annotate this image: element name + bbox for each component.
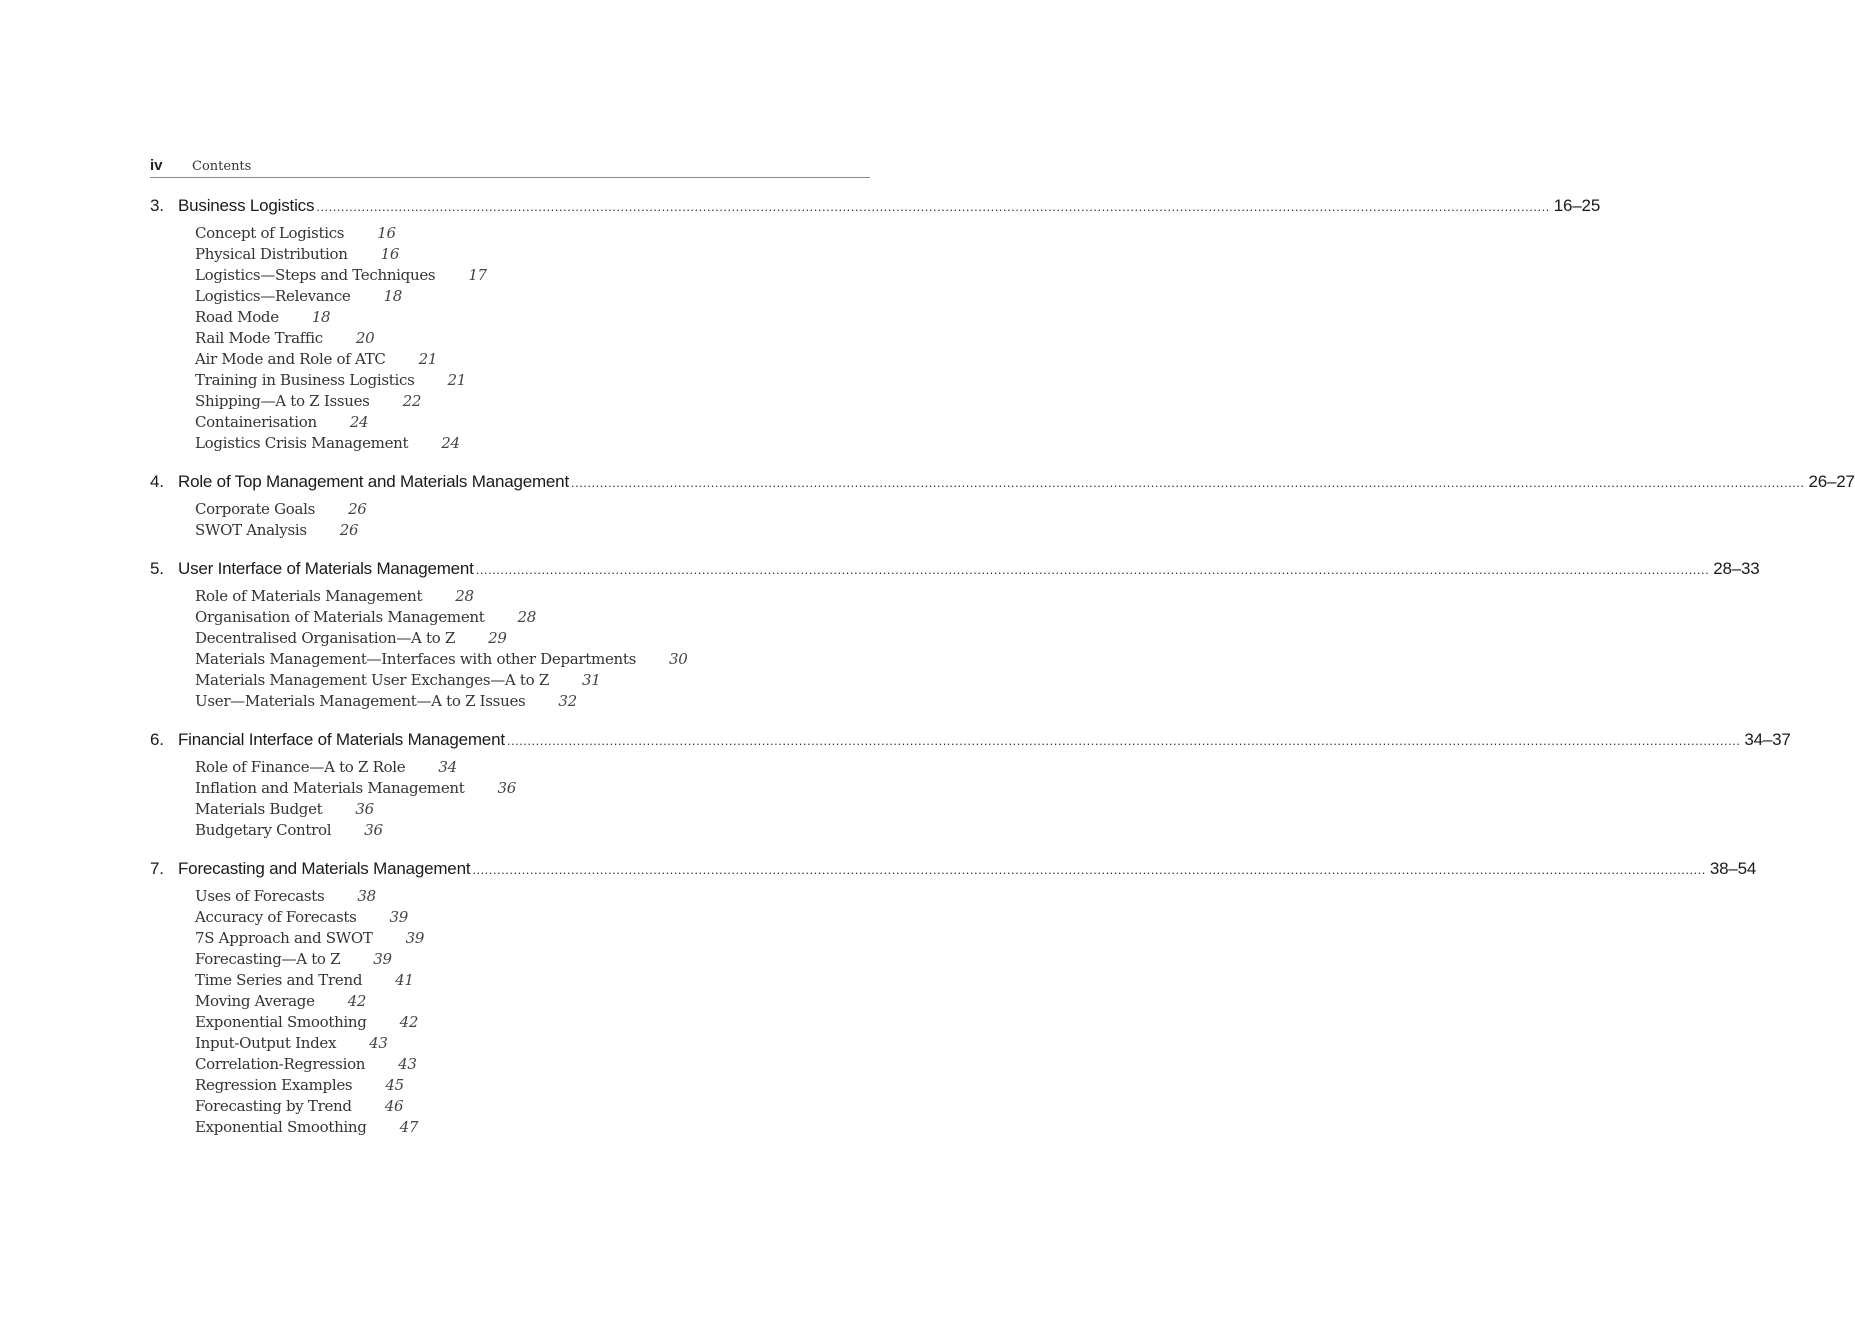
topic-entry[interactable] [195,1075,870,1096]
topic-entry[interactable] [195,1054,870,1075]
topic-page-number: 20 [355,329,375,347]
topic-page-number: 28 [517,608,537,626]
table-of-contents [150,195,1855,1138]
chapter-number: 3. [150,196,164,215]
topic-title: Decentralised Organisation—A to Z [195,629,456,647]
topic-page-number: 43 [369,1034,388,1052]
dot-leader: ............................................................................................................................................................................................................................................................................................................ [472,862,1706,877]
topic-page-number: 47 [399,1118,419,1136]
topic-page-number: 46 [384,1097,404,1115]
chapter-number: 4. [150,472,164,491]
topic-page-number: 36 [364,821,383,839]
chapter-page-range: 38–54 [1709,859,1757,878]
topic-entry[interactable] [195,391,870,412]
chapter-number: 7. [150,859,164,878]
chapter-title: Role of Top Management and Materials Management [178,472,569,491]
topic-title: Regression Examples [195,1076,353,1094]
topic-entry[interactable] [195,1096,870,1117]
topic-title: Forecasting—A to Z [195,950,341,968]
chapter-heading[interactable] [150,195,1601,217]
topic-page-number: 22 [402,392,422,410]
topic-page-number: 43 [398,1055,417,1073]
chapter-page-range: 26–27 [1808,472,1855,491]
topic-page-number: 24 [441,434,460,452]
topic-title: Materials Budget [195,800,323,818]
topic-title: User—Materials Management—A to Z Issues [195,692,526,710]
topic-page-number: 39 [373,950,392,968]
topic-entry[interactable] [195,244,870,265]
topic-title: Air Mode and Role of ATC [195,350,386,368]
topic-entry[interactable] [195,370,870,391]
topic-page-number: 36 [497,779,516,797]
topic-title: Exponential Smoothing [195,1013,367,1031]
chapter-page-range: 28–33 [1713,559,1760,578]
chapter-number: 5. [150,559,164,578]
topic-title: 7S Approach and SWOT [195,929,373,947]
topic-title: Accuracy of Forecasts [195,908,357,926]
topic-page-number: 26 [348,500,367,518]
topic-title: Inflation and Materials Management [195,779,465,797]
topic-entry[interactable] [195,1117,870,1138]
topic-title: Logistics Crisis Management [195,434,409,452]
chapter-entry [150,558,1760,712]
running-header [150,157,870,178]
topic-entry[interactable] [195,628,870,649]
chapter-entry [150,858,1757,1138]
page-number: iv [150,157,163,174]
topic-title: Role of Materials Management [195,587,423,605]
topic-title: Road Mode [195,308,279,326]
running-title: Contents [192,159,252,174]
chapter-page-range: 34–37 [1744,730,1791,749]
topic-title: Uses of Forecasts [195,887,325,905]
topic-title: Input-Output Index [195,1034,337,1052]
topic-entry[interactable] [195,520,870,541]
topic-list [150,757,870,841]
topic-page-number: 34 [438,758,457,776]
topic-page-number: 39 [389,908,409,926]
topic-page-number: 17 [468,266,487,284]
topic-page-number: 36 [355,800,374,818]
topic-title: Training in Business Logistics [195,371,415,389]
topic-page-number: 31 [581,671,601,689]
topic-page-number: 16 [377,224,396,242]
topic-list [150,886,870,1138]
topic-entry[interactable] [195,412,870,433]
chapter-entry [150,471,1855,541]
topic-page-number: 29 [488,629,507,647]
topic-entry[interactable] [195,307,870,328]
chapter-heading[interactable] [150,471,1855,493]
topic-page-number: 30 [669,650,688,668]
topic-entry[interactable] [195,649,870,670]
topic-entry[interactable] [195,820,870,841]
dot-leader: ............................................................................................................................................................................................................................................................................................................ [475,562,1710,577]
topic-entry[interactable] [195,607,870,628]
chapter-heading[interactable] [150,558,1760,580]
topic-entry[interactable] [195,328,870,349]
topic-page-number: 45 [385,1076,404,1094]
topic-entry[interactable] [195,757,870,778]
topic-page-number: 28 [455,587,474,605]
topic-title: Concept of Logistics [195,224,345,242]
topic-entry[interactable] [195,286,870,307]
topic-page-number: 26 [339,521,359,539]
topic-entry[interactable] [195,223,870,244]
topic-title: Corporate Goals [195,500,316,518]
topic-entry[interactable] [195,970,870,991]
chapter-number: 6. [150,730,164,749]
dot-leader: ............................................................................................................................................................................................................................................................................................................ [316,199,1550,214]
topic-entry[interactable] [195,691,870,712]
topic-entry[interactable] [195,265,870,286]
chapter-title: Business Logistics [178,196,315,215]
dot-leader: ............................................................................................................................................................................................................................................................................................................ [570,475,1805,490]
topic-title: Moving Average [195,992,315,1010]
topic-page-number: 39 [405,929,425,947]
topic-list [150,586,870,712]
topic-entry[interactable] [195,991,870,1012]
topic-title: Time Series and Trend [195,971,363,989]
topic-title: Organisation of Materials Management [195,608,485,626]
topic-entry[interactable] [195,1012,870,1033]
topic-title: Exponential Smoothing [195,1118,367,1136]
topic-title: Physical Distribution [195,245,348,263]
topic-page-number: 18 [311,308,331,326]
topic-entry[interactable] [195,349,870,370]
topic-entry[interactable] [195,799,870,820]
topic-title: Budgetary Control [195,821,332,839]
topic-page-number: 38 [357,887,376,905]
topic-entry[interactable] [195,586,870,607]
topic-page-number: 16 [380,245,400,263]
topic-page-number: 24 [349,413,369,431]
topic-page-number: 41 [395,971,414,989]
topic-title: Forecasting by Trend [195,1097,352,1115]
topic-page-number: 18 [383,287,403,305]
topic-title: Materials Management—Interfaces with other Departments [195,650,637,668]
chapter-heading[interactable] [150,858,1757,880]
topic-page-number: 42 [399,1013,419,1031]
topic-title: SWOT Analysis [195,521,307,539]
topic-title: Containerisation [195,413,317,431]
topic-entry[interactable] [195,886,870,907]
chapter-title: User Interface of Materials Management [178,559,474,578]
topic-title: Logistics—Relevance [195,287,351,305]
chapter-title: Forecasting and Materials Management [178,859,471,878]
chapter-title: Financial Interface of Materials Management [178,730,505,749]
chapter-page-range: 16–25 [1553,196,1601,215]
topic-entry[interactable] [195,778,870,799]
topic-page-number: 21 [447,371,467,389]
topic-title: Logistics—Steps and Techniques [195,266,436,284]
chapter-entry [150,195,1601,454]
topic-title: Materials Management User Exchanges—A to Z [195,671,549,689]
topic-page-number: 32 [558,692,577,710]
chapter-heading[interactable] [150,729,1791,751]
chapter-entry [150,729,1791,841]
topic-entry[interactable] [195,907,870,928]
topic-entry[interactable] [195,499,870,520]
topic-title: Rail Mode Traffic [195,329,323,347]
topic-title: Shipping—A to Z Issues [195,392,370,410]
topic-page-number: 42 [347,992,367,1010]
topic-entry[interactable] [195,670,870,691]
topic-list [150,223,870,454]
topic-entry[interactable] [195,949,870,970]
topic-entry[interactable] [195,1033,870,1054]
topic-entry[interactable] [195,928,870,949]
topic-entry[interactable] [195,433,870,454]
contents-page [150,157,1855,1138]
topic-title: Correlation-Regression [195,1055,366,1073]
topic-title: Role of Finance—A to Z Role [195,758,406,776]
dot-leader: ............................................................................................................................................................................................................................................................................................................ [506,733,1741,748]
topic-page-number: 21 [418,350,438,368]
topic-list [150,499,870,541]
